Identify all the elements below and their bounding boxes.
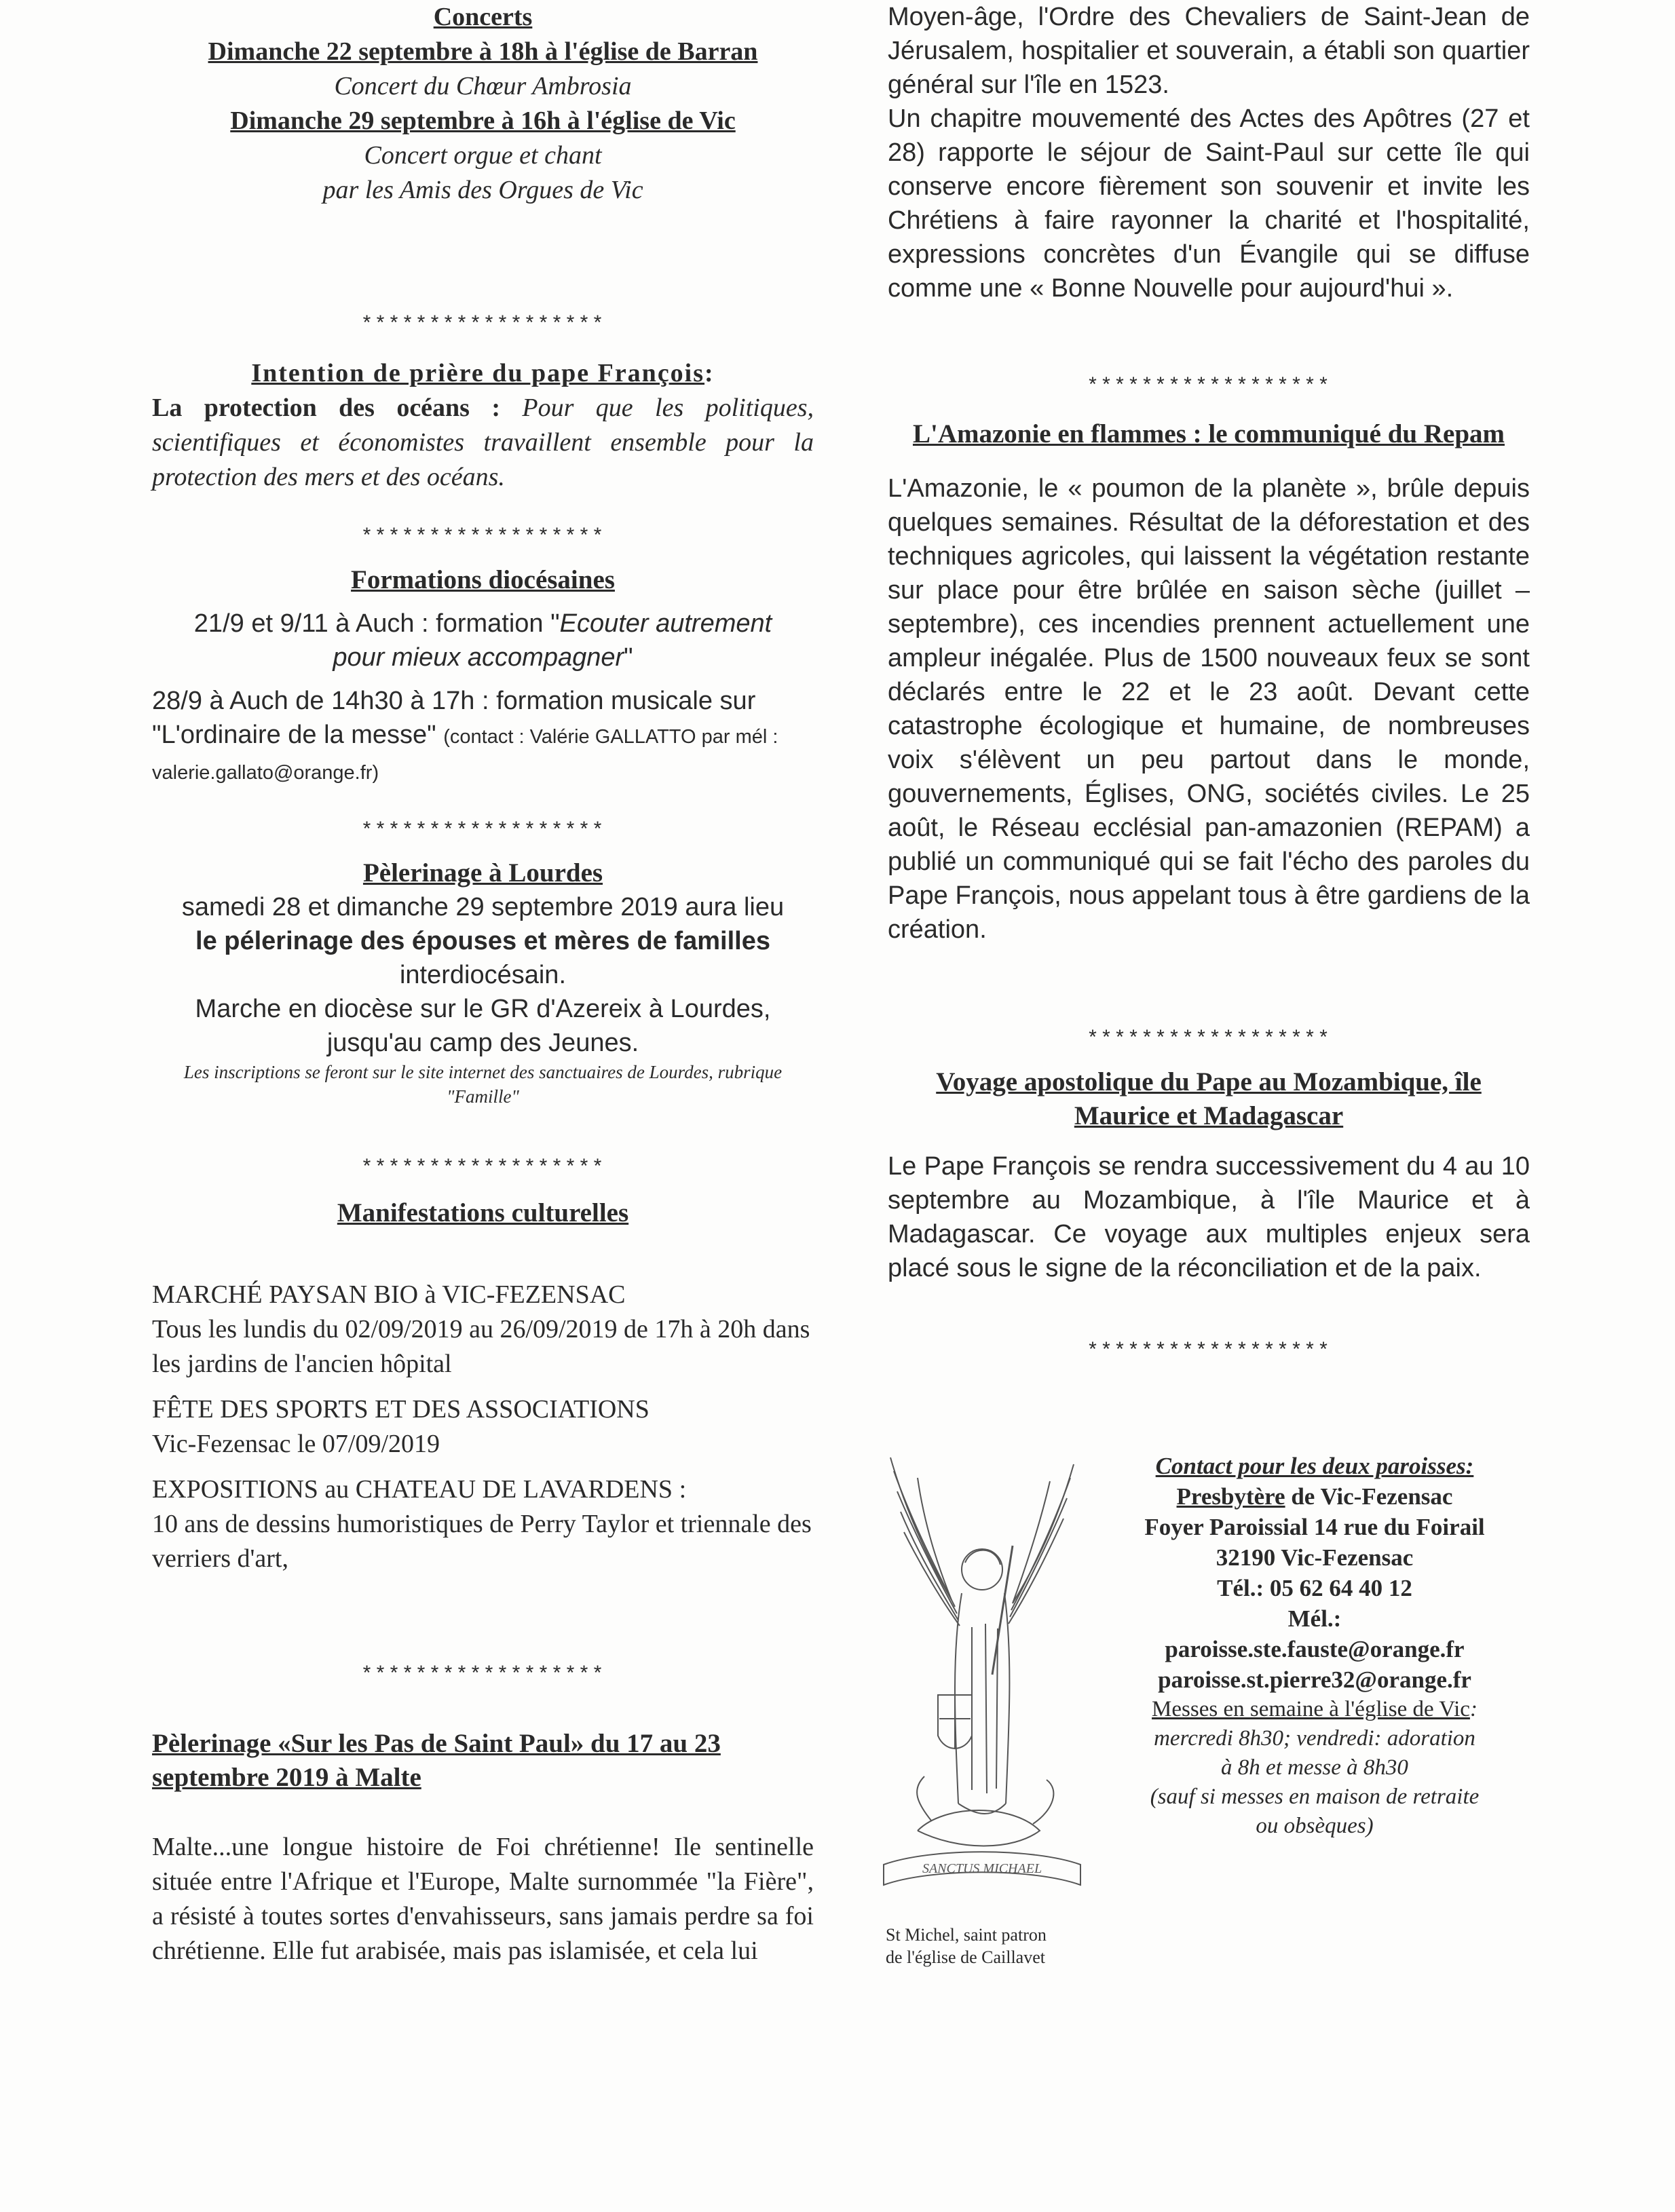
lourdes-title: Pèlerinage à Lourdes bbox=[362, 858, 603, 888]
lourdes-line-4: Marche en diocèse sur le GR d'Azereix à Lourdes, jusqu'au camp des Jeunes. bbox=[195, 995, 771, 1057]
separator-stars: ****************** bbox=[1086, 1340, 1332, 1363]
culture-item-2: FÊTE DES SPORTS ET DES ASSOCIATIONS Vic-Fezensac le 07/09/2019 bbox=[152, 1395, 650, 1458]
lourdes-section bbox=[152, 856, 814, 1109]
separator-stars: ****************** bbox=[360, 1157, 605, 1180]
voyage-section bbox=[888, 1065, 1530, 1285]
presbytere-label: Presbytère bbox=[1176, 1483, 1285, 1510]
separator-stars: ****************** bbox=[360, 313, 605, 337]
concert-1-heading: Dimanche 22 septembre à 18h à l'église de Barran bbox=[208, 37, 758, 66]
concerts-title: Concerts bbox=[433, 3, 533, 31]
separator-stars: ****************** bbox=[360, 820, 605, 843]
contact-mail-label: Mél.: bbox=[1287, 1605, 1342, 1632]
contact-email-2[interactable]: paroisse.st.pierre32@orange.fr bbox=[1158, 1666, 1471, 1693]
messes-schedule: mercredi 8h30; vendredi: adoration à 8h et messe à 8h30 bbox=[1154, 1726, 1475, 1780]
concert-1-description: Concert du Chœur Ambrosia bbox=[334, 72, 632, 100]
culture-section bbox=[152, 1196, 814, 1576]
separator-stars: ****************** bbox=[360, 526, 605, 549]
intention-text: Pour que les politiques, scientifiques et économistes travaillent ensemble pour la protection des mers et des océans. bbox=[152, 394, 814, 491]
lourdes-line-3: interdiocésain. bbox=[399, 961, 567, 989]
intention-title: Intention de prière du pape François bbox=[251, 359, 705, 387]
contact-email-1[interactable]: paroisse.ste.fauste@orange.fr bbox=[1165, 1636, 1465, 1662]
messes-title: Messes en semaine à l'église de Vic bbox=[1152, 1697, 1470, 1721]
contact-block bbox=[1099, 1451, 1530, 1841]
voyage-text: Le Pape François se rendra successivement du 4 au 10 septembre au Mozambique, à l'île Maurice et à Madagascar. Ce voyage aux multiples enjeux sera placé sous le signe de la réconciliation et de la paix. bbox=[888, 1152, 1530, 1282]
messes-note: (sauf si messes en maison de retraite ou obsèques) bbox=[1150, 1785, 1480, 1838]
contact-city: 32190 Vic-Fezensac bbox=[1216, 1544, 1414, 1571]
culture-item-3: EXPOSITIONS au CHATEAU DE LAVARDENS : 10 ans de dessins humoristiques de Perry Taylor et triennale des verriers d'art, bbox=[152, 1475, 812, 1573]
contact-title: Contact pour les deux paroisses: bbox=[1155, 1453, 1474, 1479]
separator-stars: ****************** bbox=[1086, 1028, 1332, 1051]
formation-2: 28/9 à Auch de 14h30 à 17h : formation musicale sur "L'ordinaire de la messe" (contact : Valérie GALLATTO par mél : valerie.gallato@orange.fr) bbox=[152, 687, 778, 784]
formations-title: Formations diocésaines bbox=[351, 565, 615, 594]
malte-text: Malte...une longue histoire de Foi chrétienne! Ile sentinelle située entre l'Afrique et l'Europe, Malte surnommée "la Fière", a résisté à toutes sortes d'envahisseurs, sans jamais perdre sa foi chrétienne. Elle fut arabisée, mais pas islamisée, et cela lui bbox=[152, 1833, 814, 1965]
amazonie-section bbox=[888, 417, 1530, 947]
separator-stars: ****************** bbox=[1086, 375, 1332, 398]
angel-banner-text: SANCTUS MICHAEL bbox=[922, 1861, 1042, 1876]
intention-section bbox=[152, 356, 814, 495]
contact-phone: Tél.: 05 62 64 40 12 bbox=[1217, 1575, 1412, 1601]
intention-lead: La protection des océans : bbox=[152, 394, 501, 422]
culture-item-1: MARCHÉ PAYSAN BIO à VIC-FEZENSAC Tous les lundis du 02/09/2019 au 26/09/2019 de 17h à 20h dans les jardins de l'ancien hôpital bbox=[152, 1280, 810, 1378]
contact-address: Foyer Paroissial 14 rue du Foirail bbox=[1144, 1514, 1485, 1540]
culture-title: Manifestations culturelles bbox=[337, 1198, 629, 1227]
intention-title-colon: : bbox=[704, 359, 715, 387]
saint-michel-illustration bbox=[877, 1451, 1087, 1892]
lourdes-line-1: samedi 28 et dimanche 29 septembre 2019 aura lieu bbox=[181, 893, 785, 921]
amazonie-text: L'Amazonie, le « poumon de la planète », brûle depuis quelques semaines. Résultat de la déforestation et des techniques agricoles, qui laissent la végétation restante sur place pour être brûlée en saison sèche (juillet – septembre), ces incendies prennent actuellement une ampleur inégalée. Plus de 1500 nouveaux feux se sont déclarés entre le 22 et le 23 août. Devant cette catastrophe écologique et humaine, de nombreuses voix s'élèvent un peu partout dans le monde, gouvernements, Églises, ONG, sociétés civiles. Le 25 août, le Réseau ecclésial pan-amazonien (REPAM) a publié un communiqué qui se fait l'écho des paroles du Pape François, nous appelant tous à être gardiens de la création. bbox=[888, 474, 1530, 944]
presbytere-rest: de Vic-Fezensac bbox=[1285, 1483, 1453, 1510]
formations-section bbox=[152, 563, 814, 790]
concerts-section bbox=[152, 0, 814, 208]
formation-1: 21/9 et 9/11 à Auch : formation "Ecouter autrement pour mieux accompagner" bbox=[193, 609, 772, 672]
voyage-title: Voyage apostolique du Pape au Mozambique, île Maurice et Madagascar bbox=[936, 1067, 1482, 1130]
lourdes-line-2: le pélerinage des épouses et mères de familles bbox=[195, 927, 770, 955]
concert-2-description: Concert orgue et chant par les Amis des Orgues de Vic bbox=[322, 141, 643, 204]
lourdes-note: Les inscriptions se feront sur le site internet des sanctuaires de Lourdes, rubrique "Famille" bbox=[183, 1062, 783, 1107]
malte-continued: Moyen-âge, l'Ordre des Chevaliers de Saint-Jean de Jérusalem, hospitalier et souverain, a établi son quartier général sur l'île en 1523. Un chapitre mouvementé des Actes des Apôtres (27 et 28) rapporte le séjour de Saint-Paul sur cette île qui conserve encore fièrement son souvenir et invite les Chrétiens à faire rayonner la charité et l'hospitalité, expressions concrètes d'un Évangile qui se diffuse comme une « Bonne Nouvelle pour aujourd'hui ». bbox=[888, 3, 1530, 303]
malte-title: Pèlerinage «Sur les Pas de Saint Paul» du 17 au 23 septembre 2019 à Malte bbox=[152, 1729, 721, 1792]
separator-stars: ****************** bbox=[360, 1664, 605, 1687]
amazonie-title: L'Amazonie en flammes : le communiqué du Repam bbox=[912, 419, 1505, 449]
malte-section bbox=[152, 1727, 814, 1968]
illustration-caption: St Michel, saint patron de l'église de Caillavet bbox=[886, 1925, 1047, 1967]
messes-title-colon: : bbox=[1469, 1697, 1478, 1721]
concert-2-heading: Dimanche 29 septembre à 16h à l'église de Vic bbox=[230, 107, 736, 135]
